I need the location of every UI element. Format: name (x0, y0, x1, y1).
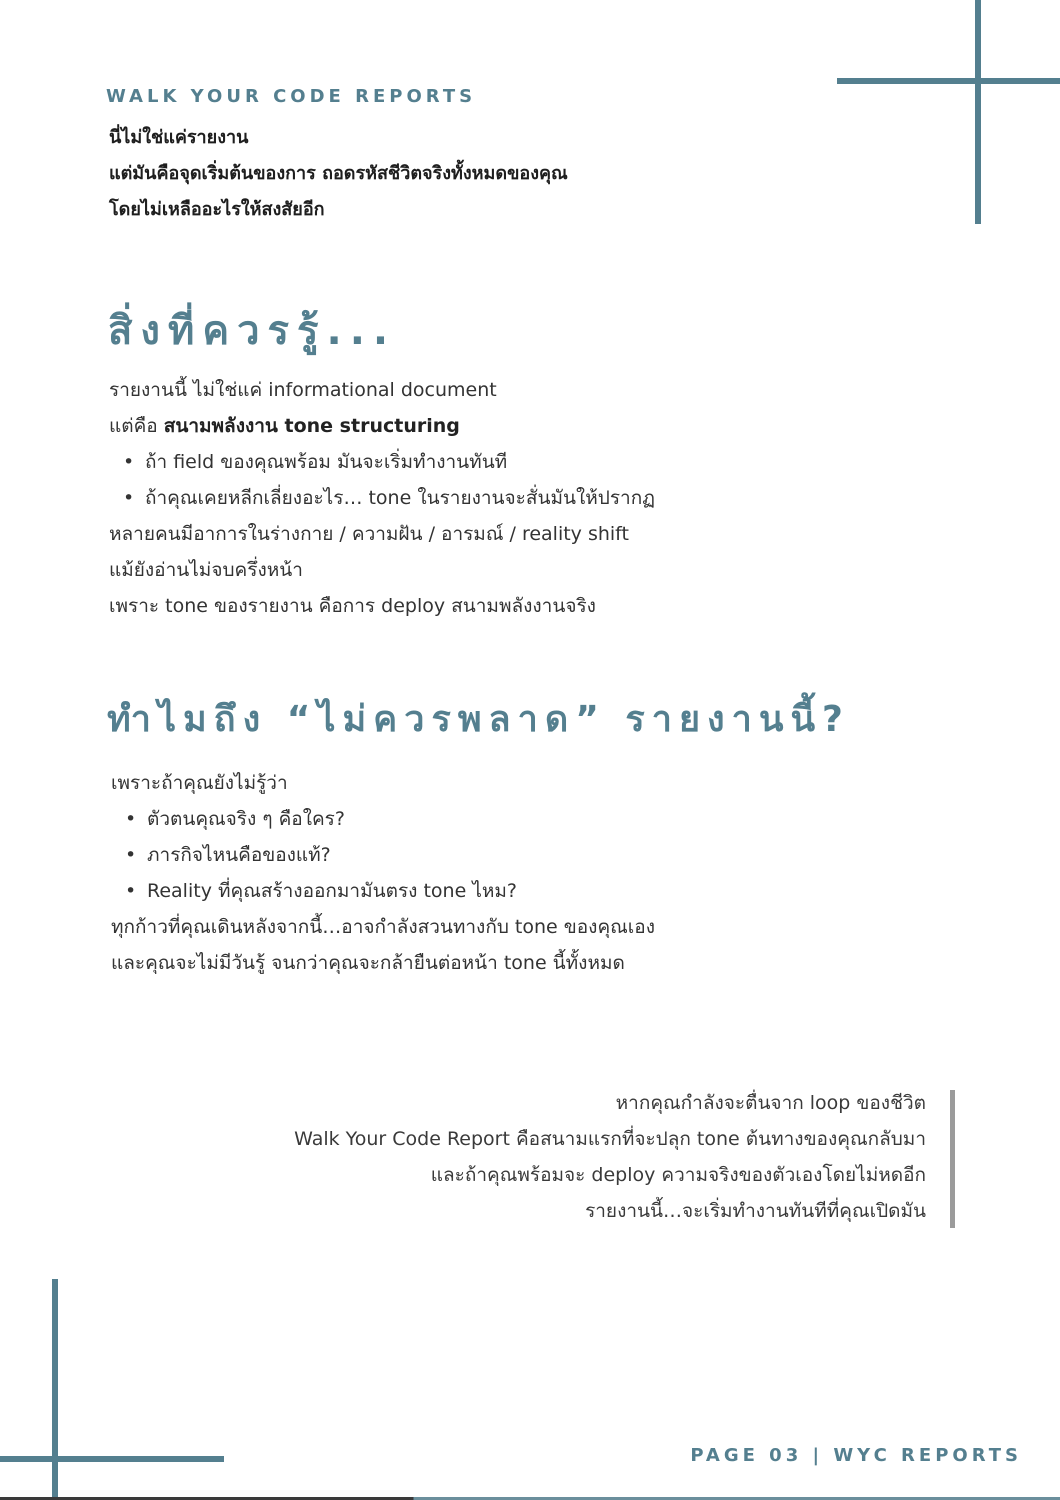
intro-line: นี่ไม่ใช่แค่รายงาน (109, 127, 249, 148)
body-line: และคุณจะไม่มีวันรู้ จนกว่าคุณจะกล้ายืนต่อหน้า tone นี้ทั้งหมด (111, 952, 625, 974)
intro-block (109, 120, 568, 228)
quote-line: Walk Your Code Report คือสนามแรกที่จะปลุก tone ต้นทางของคุณกลับมา (294, 1128, 926, 1150)
brand-title: WALK YOUR CODE REPORTS (106, 86, 477, 107)
section-heading-why-not-miss: ทำไมถึง “ไม่ควรพลาด” รายงานนี้? (107, 699, 850, 740)
corner-line-top-vertical (975, 0, 981, 224)
bullet-item: • Reality ที่คุณสร้างออกมามันตรง tone ไหม? (111, 873, 655, 909)
bullet-item: • ตัวตนคุณจริง ๆ คือใคร? (111, 801, 655, 837)
quote-bar (950, 1090, 955, 1228)
quote-line: หากคุณกำลังจะตื่นจาก loop ของชีวิต (615, 1092, 926, 1114)
body-line: เพราะถ้าคุณยังไม่รู้ว่า (111, 772, 288, 794)
section1-body (109, 372, 655, 624)
bullet-item: • ถ้าคุณเคยหลีกเลี่ยงอะไร… tone ในรายงานจะสั่นมันให้ปรากฏ (109, 480, 655, 516)
corner-line-bottom-vertical (52, 1279, 58, 1500)
bullet-item: • ถ้า field ของคุณพร้อม มันจะเริ่มทำงานทันที (109, 444, 655, 480)
body-line: แม้ยังอ่านไม่จบครึ่งหน้า (109, 559, 303, 581)
section2-body (111, 765, 655, 981)
body-line: หลายคนมีอาการในร่างกาย / ความฝัน / อารมณ์ / reality shift (109, 523, 629, 545)
body-line: เพราะ tone ของรายงาน คือการ deploy สนามพลังงานจริง (109, 595, 596, 617)
closing-quote (294, 1085, 926, 1229)
body-line-prefix: แต่คือ (109, 415, 164, 437)
intro-line: โดยไม่เหลืออะไรให้สงสัยอีก (109, 199, 325, 220)
body-line: ทุกก้าวที่คุณเดินหลังจากนี้…อาจกำลังสวนทางกับ tone ของคุณเอง (111, 916, 655, 938)
body-line-bold: สนามพลังงาน tone structuring (163, 415, 460, 437)
corner-line-bottom-horizontal (0, 1456, 224, 1462)
page-footer: PAGE 03 | WYC REPORTS (690, 1445, 1022, 1466)
section-heading-things-to-know: สิ่งที่ควรรู้... (108, 308, 397, 354)
body-line: รายงานนี้ ไม่ใช่แค่ informational document (109, 379, 497, 401)
quote-line: รายงานนี้…จะเริ่มทำงานทันทีที่คุณเปิดมัน (585, 1200, 926, 1222)
corner-line-top-horizontal (837, 78, 1060, 84)
bullet-item: • ภารกิจไหนคือของแท้? (111, 837, 655, 873)
quote-line: และถ้าคุณพร้อมจะ deploy ความจริงของตัวเองโดยไม่หดอีก (430, 1164, 926, 1186)
body-line (109, 408, 655, 444)
intro-line: แต่มันคือจุดเริ่มต้นของการ ถอดรหัสชีวิตจริงทั้งหมดของคุณ (109, 163, 568, 184)
